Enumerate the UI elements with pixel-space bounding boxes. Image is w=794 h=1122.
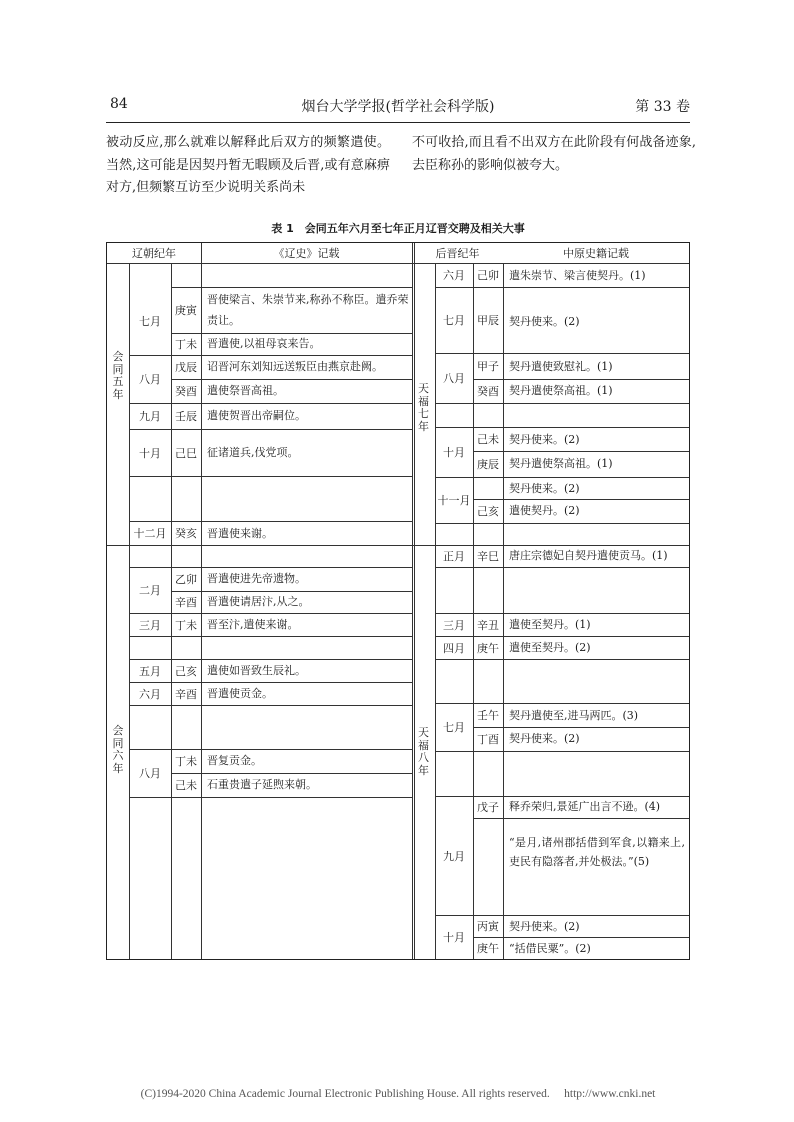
liao-month: 五月 [139, 664, 161, 678]
page-number: 84 [110, 96, 128, 112]
liao-month: 七月 [139, 315, 161, 328]
jin-month: 九月 [443, 849, 465, 863]
jin-month: 四月 [443, 641, 465, 655]
col-header-liao-year: 辽朝纪年 [132, 247, 176, 260]
liao-day: 庚寅 [175, 304, 197, 317]
running-header [106, 92, 690, 123]
col-header-houjin-year: 后晋纪年 [435, 247, 480, 260]
jin-day: 庚辰 [477, 458, 499, 471]
liao-month: 二月 [139, 584, 161, 597]
liaoshi-event: 晋遣使来谢。 [207, 527, 273, 540]
liao-month: 六月 [139, 687, 161, 701]
liao-day: 壬辰 [175, 410, 197, 423]
zhongyuan-event: 遣使契丹。(2) [509, 504, 580, 517]
liao-day: 丁未 [175, 755, 197, 768]
zhongyuan-event: 释乔荣归,景延广出言不逊。(4) [509, 800, 661, 813]
liaoshi-event: 遣使贺晋出帝嗣位。 [207, 409, 306, 422]
year-label-tianfu8: 天 福 八 年 [418, 726, 429, 777]
liao-day: 癸酉 [175, 385, 197, 398]
year-label-huitong6: 会 同 六 年 [112, 724, 124, 775]
liao-month: 十二月 [133, 527, 167, 540]
liao-day: 癸亥 [175, 527, 197, 540]
liao-month: 十月 [139, 446, 161, 460]
zhongyuan-event: 契丹使来。(2) [509, 482, 580, 495]
liaoshi-event: 遣使祭晋高祖。 [207, 384, 284, 397]
liaoshi-event: 诏晋河东刘知远送叛臣由燕京赴阙。 [207, 360, 383, 373]
zhongyuan-event: 契丹使来。(2) [509, 920, 580, 933]
liaoshi-event: 晋至汴,遣使来谢。 [207, 618, 299, 631]
copyright-footer: (C)1994-2020 China Academic Journal Electronic Publishing House. All rights reserved. http://www.cnki.net [140, 1088, 656, 1100]
liao-month: 八月 [139, 373, 161, 386]
liao-day: 辛酉 [175, 687, 197, 701]
liaoshi-event: 晋复贡金。 [207, 754, 262, 767]
zhongyuan-event: 契丹遣使致慰礼。(1) [509, 360, 613, 373]
table-caption: 表 1 会同五年六月至七年正月辽晋交聘及相关大事 [271, 222, 525, 235]
zhongyuan-event: 契丹遣使至,进马两匹。(3) [509, 709, 639, 722]
zhongyuan-event: 唐庄宗德妃自契丹遣使贡马。(1) [509, 549, 668, 562]
zhongyuan-event: 契丹遣使祭高祖。(1) [509, 384, 613, 397]
zhongyuan-event: 遣朱崇节、梁言使契丹。(1) [509, 269, 646, 282]
chronology-table [106, 242, 690, 960]
liao-day: 己巳 [175, 446, 197, 460]
zhongyuan-event: 契丹遣使祭高祖。(1) [509, 457, 613, 470]
jin-day: 壬午 [477, 709, 499, 722]
jin-day: 己卯 [477, 269, 499, 282]
zhongyuan-event: 契丹使来。(2) [509, 433, 580, 446]
jin-day: 辛丑 [477, 618, 499, 632]
jin-month: 正月 [443, 550, 465, 563]
jin-day: 甲子 [477, 360, 499, 373]
jin-day: 甲辰 [477, 314, 499, 327]
jin-month: 十月 [443, 446, 465, 459]
jin-month: 十一月 [437, 494, 471, 507]
volume-label: 第 33 卷 [635, 99, 690, 115]
jin-day: 庚午 [477, 641, 499, 655]
year-label-tianfu7: 天 福 七 年 [418, 382, 429, 433]
jin-day: 丙寅 [477, 920, 499, 933]
jin-month: 八月 [443, 372, 465, 385]
liao-month: 九月 [139, 410, 161, 423]
liao-day: 乙卯 [175, 573, 197, 586]
liaoshi-event: 晋遣使进先帝遗物。 [207, 572, 306, 585]
jin-day: 癸酉 [477, 385, 499, 398]
zhongyuan-event: 契丹使来。(2) [509, 732, 580, 745]
liao-day: 戊辰 [175, 361, 197, 374]
liaoshi-event: 晋使梁言、朱崇节来,称孙不称臣。遣乔荣责让。 [207, 293, 409, 327]
liao-day: 辛酉 [175, 596, 197, 609]
zhongyuan-event: “括借民粟”。(2) [509, 942, 591, 955]
zhongyuan-event: 遣使至契丹。(2) [509, 641, 591, 654]
jin-day: 辛巳 [477, 550, 499, 563]
zhongyuan-event: 契丹使来。(2) [509, 315, 580, 328]
col-header-liaoshi: 《辽史》记载 [273, 247, 340, 260]
liaoshi-event: 石重贵遣子延煦来朝。 [207, 778, 317, 791]
liaoshi-event: 征诸道兵,伐党项。 [207, 446, 299, 459]
jin-day: 戊子 [477, 801, 499, 814]
zhongyuan-event: 遣使至契丹。(1) [509, 618, 591, 631]
liao-month: 八月 [139, 767, 161, 780]
liaoshi-event: 遣使如晋致生辰礼。 [207, 664, 306, 677]
jin-day: 庚午 [477, 942, 499, 955]
liaoshi-event: 晋遣使请居汴,从之。 [207, 595, 310, 608]
body-text-right: 不可收拾,而且看不出双方在此阶段有何战备迹象,去臣称孙的影响似被夸大。 [412, 135, 696, 173]
jin-day: 己未 [477, 433, 499, 446]
liao-day: 己亥 [175, 664, 197, 678]
col-header-zhongyuan: 中原史籍记载 [563, 247, 629, 260]
body-text-left: 被动反应,那么就难以解释此后双方的频繁遣使。当然,这可能是因契丹暂无暇顾及后晋,或有意麻痹对方,但频繁互访至少说明关系尚未 [106, 135, 390, 195]
zhongyuan-event: “是月,诸州郡括借到军食,以籍来上,吏民有隐落者,并处极法。”(5) [509, 836, 685, 868]
jin-day: 丁酉 [477, 733, 499, 746]
jin-month: 七月 [443, 314, 465, 327]
jin-month: 七月 [443, 721, 465, 734]
liao-month: 三月 [139, 618, 161, 632]
liao-day: 丁未 [175, 618, 197, 632]
liao-day: 己未 [175, 779, 197, 792]
liao-day: 丁未 [175, 338, 197, 351]
liaoshi-event: 晋遣使贡金。 [207, 687, 273, 700]
jin-day: 己亥 [477, 505, 499, 518]
jin-month: 三月 [443, 618, 465, 632]
year-label-huitong5: 会 同 五 年 [112, 350, 124, 401]
liaoshi-event: 晋遣使,以祖母哀来告。 [207, 337, 321, 350]
jin-month: 十月 [443, 931, 465, 944]
jin-month: 六月 [443, 269, 465, 282]
journal-title: 烟台大学学报(哲学社会科学版) [301, 99, 495, 115]
